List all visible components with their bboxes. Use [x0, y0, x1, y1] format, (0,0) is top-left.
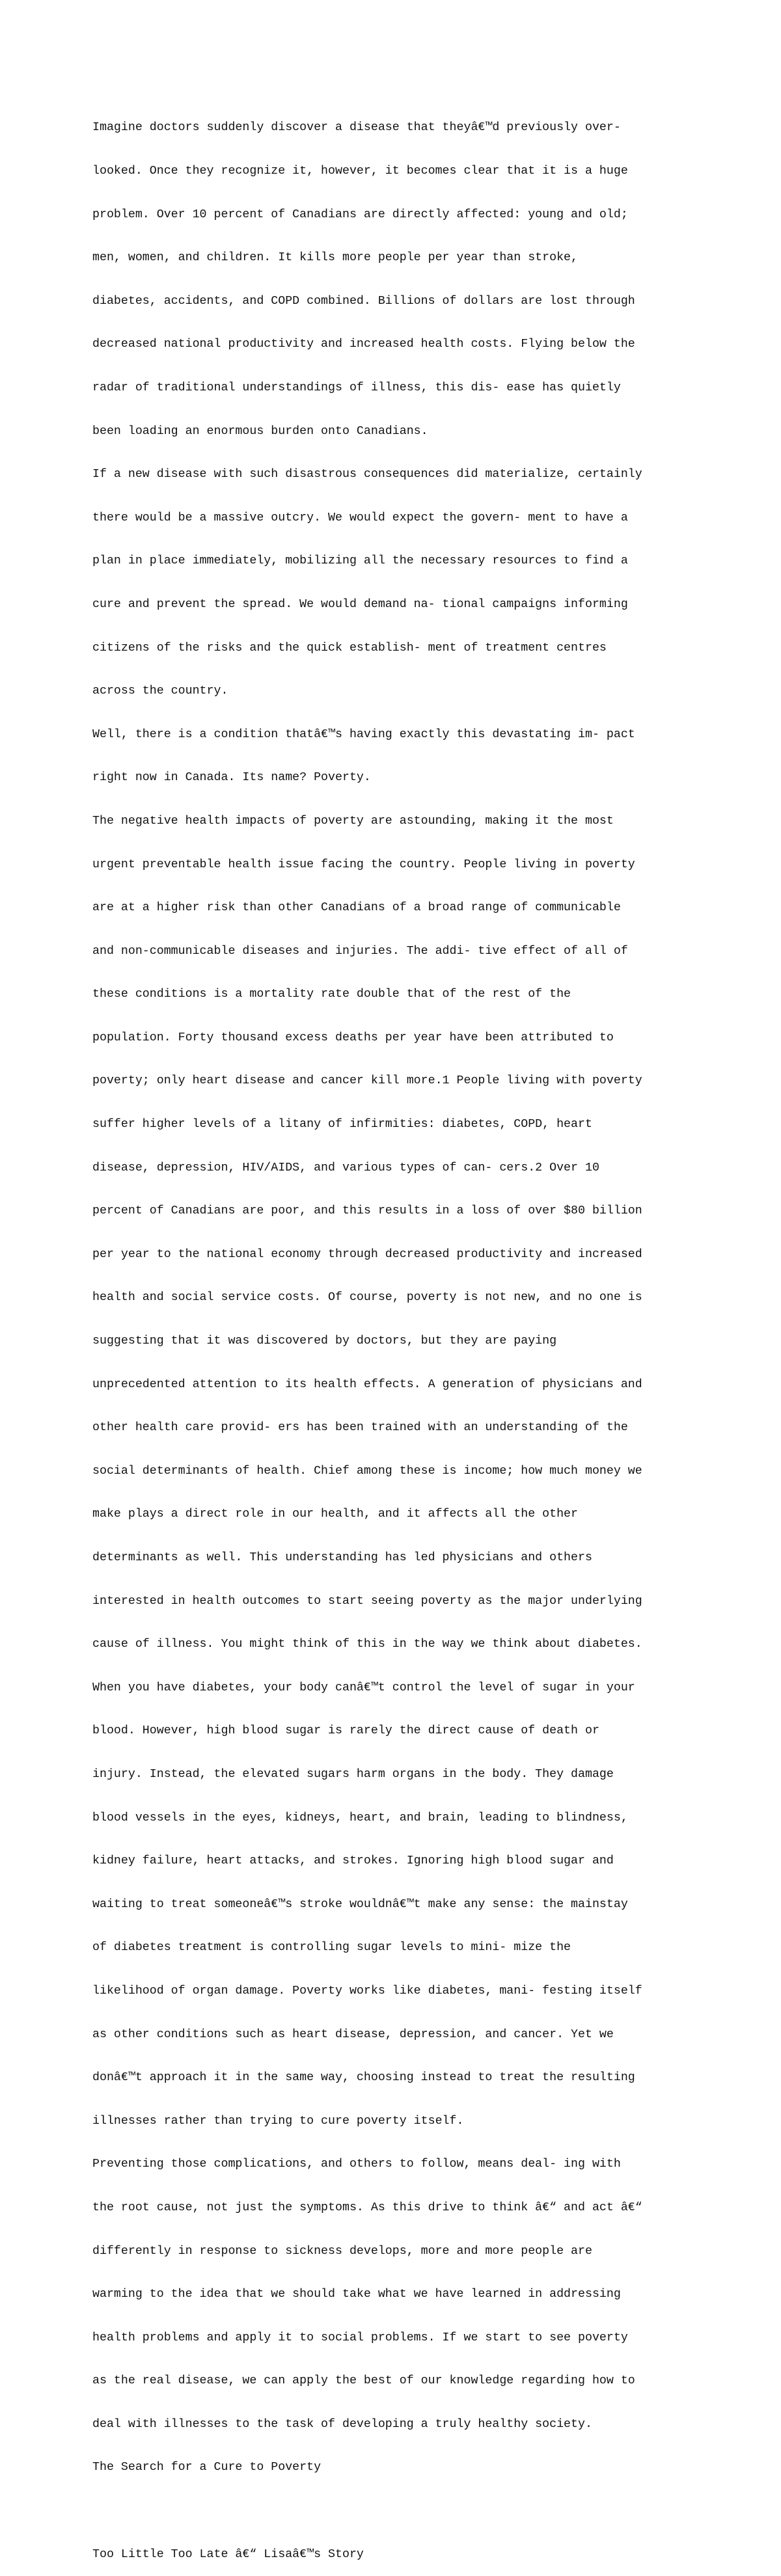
text-line: citizens of the risks and the quick establish- ment of treatment centres [92, 641, 607, 655]
text-line: determinants as well. This understanding has led physicians and others [92, 1551, 592, 1564]
text-line: looked. Once they recognize it, however, it becomes clear that it is a huge [92, 165, 628, 178]
text-line: Preventing those complications, and others to follow, means deal- ing with [92, 2158, 621, 2171]
text-line: unprecedented attention to its health effects. A generation of physicians and [92, 1377, 642, 1391]
text-line: plan in place immediately, mobilizing all the necessary resources to find a [92, 554, 628, 568]
text-line: deal with illnesses to the task of developing a truly healthy society. [92, 2417, 592, 2431]
text-line: been loading an enormous burden onto Canadians. [92, 424, 428, 438]
document-body [92, 92, 743, 2576]
text-line: the root cause, not just the symptoms. As this drive to think â€“ and act â€“ [92, 2201, 642, 2214]
text-line: Imagine doctors suddenly discover a disease that theyâ€™d previously over- [92, 121, 621, 135]
text-line: Well, there is a condition thatâ€™s having exactly this devastating im- pact [92, 727, 635, 741]
text-line: health and social service costs. Of course, poverty is not new, and no one is [92, 1291, 642, 1305]
text-line: interested in health outcomes to start seeing poverty as the major underlying [92, 1594, 642, 1608]
text-line: donâ€™t approach it in the same way, choosing instead to treat the resulting [92, 2071, 635, 2085]
text-line: and non-communicable diseases and injuries. The addi- tive effect of all of [92, 944, 628, 958]
text-line: likelihood of organ damage. Poverty works like diabetes, mani- festing itself [92, 1984, 642, 1998]
text-line: social determinants of health. Chief among these is income; how much money we [92, 1464, 642, 1478]
text-line: warming to the idea that we should take what we have learned in addressing [92, 2288, 621, 2301]
text-line: men, women, and children. It kills more people per year than stroke, [92, 251, 578, 265]
text-line: of diabetes treatment is controlling sugar levels to mini- mize the [92, 1941, 571, 1955]
blank-line [92, 2504, 743, 2518]
text-line: If a new disease with such disastrous consequences did materialize, certainly [92, 468, 642, 481]
text-line: as other conditions such as heart disease, depression, and cancer. Yet we [92, 2027, 614, 2041]
section-heading: The Search for a Cure to Poverty [92, 2461, 322, 2474]
text-line: percent of Canadians are poor, and this results in a loss of over $80 billion [92, 1204, 642, 1218]
text-line: as the real disease, we can apply the best of our knowledge regarding how to [92, 2374, 635, 2388]
text-line: illnesses rather than trying to cure poverty itself. [92, 2114, 464, 2128]
text-line: The negative health impacts of poverty are astounding, making it the most [92, 814, 614, 828]
text-line: cure and prevent the spread. We would demand na- tional campaigns informing [92, 597, 628, 611]
section-heading: Too Little Too Late â€“ Lisaâ€™s Story [92, 2547, 364, 2561]
text-line: cause of illness. You might think of this in the way we think about diabetes. [92, 1638, 642, 1651]
text-line: differently in response to sickness develops, more and more people are [92, 2244, 592, 2258]
text-line: problem. Over 10 percent of Canadians are directly affected: young and old; [92, 208, 628, 221]
text-line: poverty; only heart disease and cancer kill more.1 People living with poverty [92, 1074, 642, 1088]
text-line: disease, depression, HIV/AIDS, and various types of can- cers.2 Over 10 [92, 1161, 599, 1174]
text-line: right now in Canada. Its name? Poverty. [92, 771, 371, 785]
text-line: other health care provid- ers has been trained with an understanding of the [92, 1421, 628, 1435]
text-line: suffer higher levels of a litany of infirmities: diabetes, COPD, heart [92, 1118, 592, 1132]
text-line: per year to the national economy through decreased productivity and increased [92, 1247, 642, 1261]
text-line: are at a higher risk than other Canadians of a broad range of communicable [92, 901, 621, 915]
text-line: these conditions is a mortality rate double that of the rest of the [92, 988, 571, 1001]
text-line: radar of traditional understandings of illness, this dis- ease has quietly [92, 381, 621, 394]
text-line: population. Forty thousand excess deaths per year have been attributed to [92, 1031, 614, 1044]
text-line: waiting to treat someoneâ€™s stroke wouldnâ€™t make any sense: the mainstay [92, 1897, 628, 1911]
text-line: injury. Instead, the elevated sugars harm organs in the body. They damage [92, 1767, 614, 1781]
text-line: there would be a massive outcry. We would expect the govern- ment to have a [92, 511, 628, 524]
text-line: across the country. [92, 685, 228, 698]
text-line: make plays a direct role in our health, and it affects all the other [92, 1508, 578, 1521]
text-line: suggesting that it was discovered by doctors, but they are paying [92, 1335, 557, 1348]
text-line: health problems and apply it to social problems. If we start to see poverty [92, 2331, 628, 2344]
text-line: blood vessels in the eyes, kidneys, heart, and brain, leading to blindness, [92, 1811, 628, 1824]
text-line: blood. However, high blood sugar is rarely the direct cause of death or [92, 1724, 599, 1738]
text-line: urgent preventable health issue facing the country. People living in poverty [92, 858, 635, 871]
text-line: When you have diabetes, your body canâ€™t control the level of sugar in your [92, 1681, 635, 1694]
text-line: kidney failure, heart attacks, and strokes. Ignoring high blood sugar and [92, 1854, 614, 1868]
text-line: diabetes, accidents, and COPD combined. Billions of dollars are lost through [92, 294, 635, 308]
text-line: decreased national productivity and increased health costs. Flying below the [92, 338, 635, 351]
